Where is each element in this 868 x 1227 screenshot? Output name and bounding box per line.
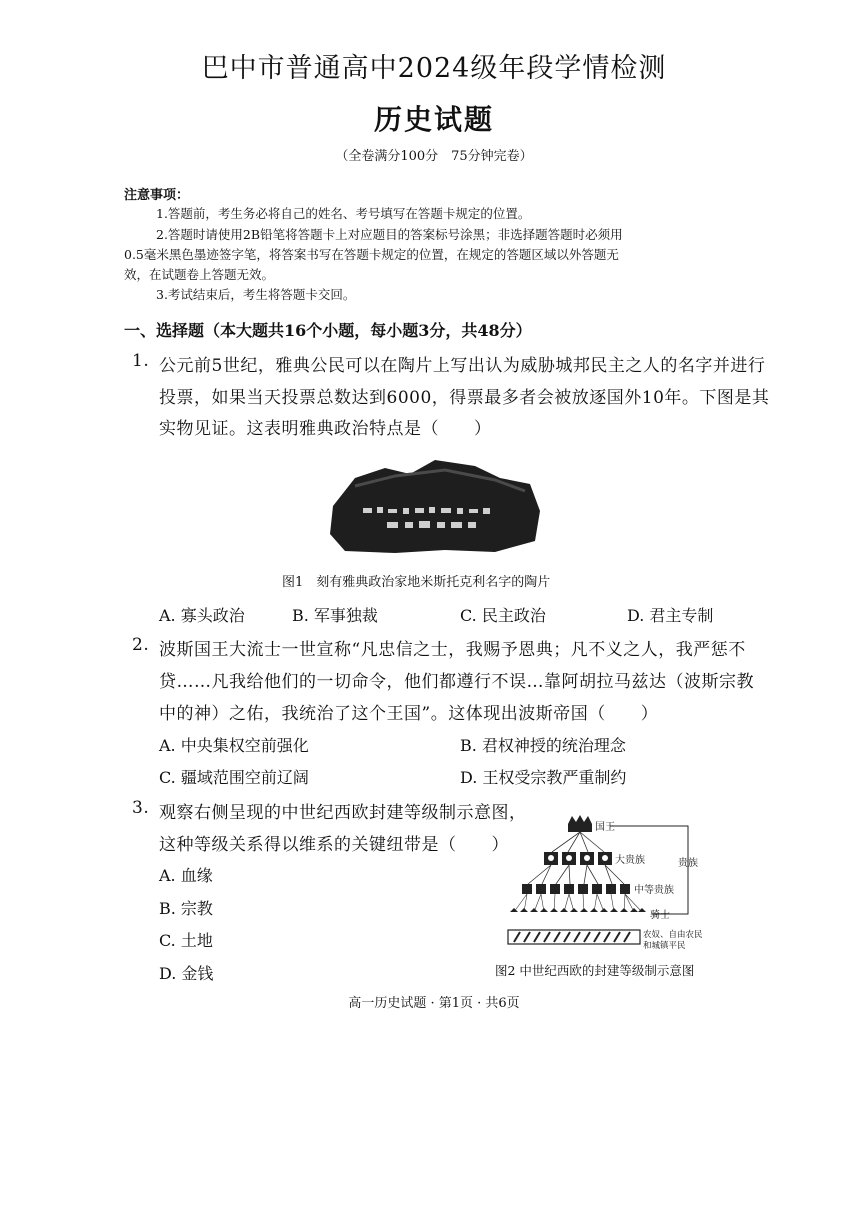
- king-crown-icon: [568, 815, 592, 832]
- option-d: D. 王权受宗教严重制约: [460, 768, 627, 787]
- option-a: A. 血缘: [159, 866, 213, 885]
- question-text: 实物见证。这表明雅典政治特点是（ ）: [159, 419, 492, 439]
- label-nobility: 贵族: [678, 858, 698, 869]
- notes-line: 0.5毫米黑色墨迹签字笔，将答案书写在答题卡规定的位置，在规定的答题区域以外答题无: [124, 247, 619, 262]
- subject-title: 历史试题: [373, 103, 494, 136]
- label-townsfolk: 和城镇平民: [643, 941, 686, 951]
- label-great-nobles: 大贵族: [615, 855, 645, 866]
- option-d: D. 金钱: [159, 964, 214, 983]
- option-a: A. 中央集权空前强化: [159, 736, 309, 755]
- label-king: 国王: [595, 822, 615, 833]
- option-c: C. 土地: [159, 931, 213, 950]
- question-text: 公元前5世纪，雅典公民可以在陶片上写出认为威胁城邦民主之人的名字并进行: [159, 356, 766, 376]
- question-number: 2.: [132, 635, 150, 655]
- notes-heading: 注意事项：: [124, 188, 190, 203]
- notes-line: 1.答题前，考生务必将自己的姓名、考号填写在答题卡规定的位置。: [156, 206, 531, 221]
- question-text: 投票，如果当天投票总数达到6000，得票最多者会被放逐国外10年。下图是其: [159, 388, 770, 408]
- question-text: 波斯国王大流士一世宣称“凡忠信之士，我赐予恩典；凡不义之人，我严惩不: [159, 640, 746, 660]
- figure-caption: 图1 刻有雅典政治家地米斯托克利名字的陶片: [282, 575, 551, 590]
- option-b: B. 军事独裁: [292, 606, 378, 625]
- option-a: A. 寡头政治: [159, 606, 245, 625]
- page-footer: 高一历史试题 · 第1页 · 共6页: [348, 996, 520, 1011]
- option-c: C. 疆域范围空前辽阔: [159, 768, 309, 787]
- option-b: B. 君权神授的统治理念: [460, 736, 626, 755]
- question-text: 中的神）之佑，我统治了这个王国”。这体现出波斯帝国（ ）: [159, 704, 659, 724]
- notes-line: 效，在试题卷上答题无效。: [124, 267, 275, 282]
- option-b: B. 宗教: [159, 899, 213, 918]
- label-knights: 骑士: [650, 910, 670, 921]
- notes-line: 2.答题时请使用2B铅笔将答题卡上对应题目的答案标号涂黑；非选择题答题时必须用: [156, 227, 623, 242]
- option-d: D. 君主专制: [627, 606, 714, 625]
- question-text: 观察右侧呈现的中世纪西欧封建等级制示意图，: [159, 803, 527, 823]
- option-c: C. 民主政治: [460, 606, 546, 625]
- section-heading: 一、选择题（本大题共16个小题，每小题3分，共48分）: [124, 321, 532, 340]
- question-number: 3.: [132, 798, 150, 818]
- feudal-hierarchy-diagram: [500, 814, 740, 954]
- notes-line: 3.考试结束后，考生将答题卡交回。: [156, 287, 356, 302]
- exam-title: 巴中市普通高中2024级年段学情检测: [201, 53, 667, 84]
- exam-subtitle: （全卷满分100分 75分钟完卷）: [335, 149, 533, 164]
- ostracon-image: [325, 456, 545, 556]
- question-text: 这种等级关系得以维系的关键纽带是（ ）: [159, 835, 509, 855]
- figure-caption: 图2 中世纪西欧的封建等级制示意图: [495, 963, 695, 978]
- label-middle-nobles: 中等贵族: [634, 885, 674, 896]
- question-text: 贷……凡我给他们的一切命令，他们都遵行不误…靠阿胡拉马兹达（波斯宗教: [159, 672, 754, 692]
- label-peasants: 农奴、自由农民: [643, 930, 703, 940]
- question-number: 1.: [132, 351, 150, 371]
